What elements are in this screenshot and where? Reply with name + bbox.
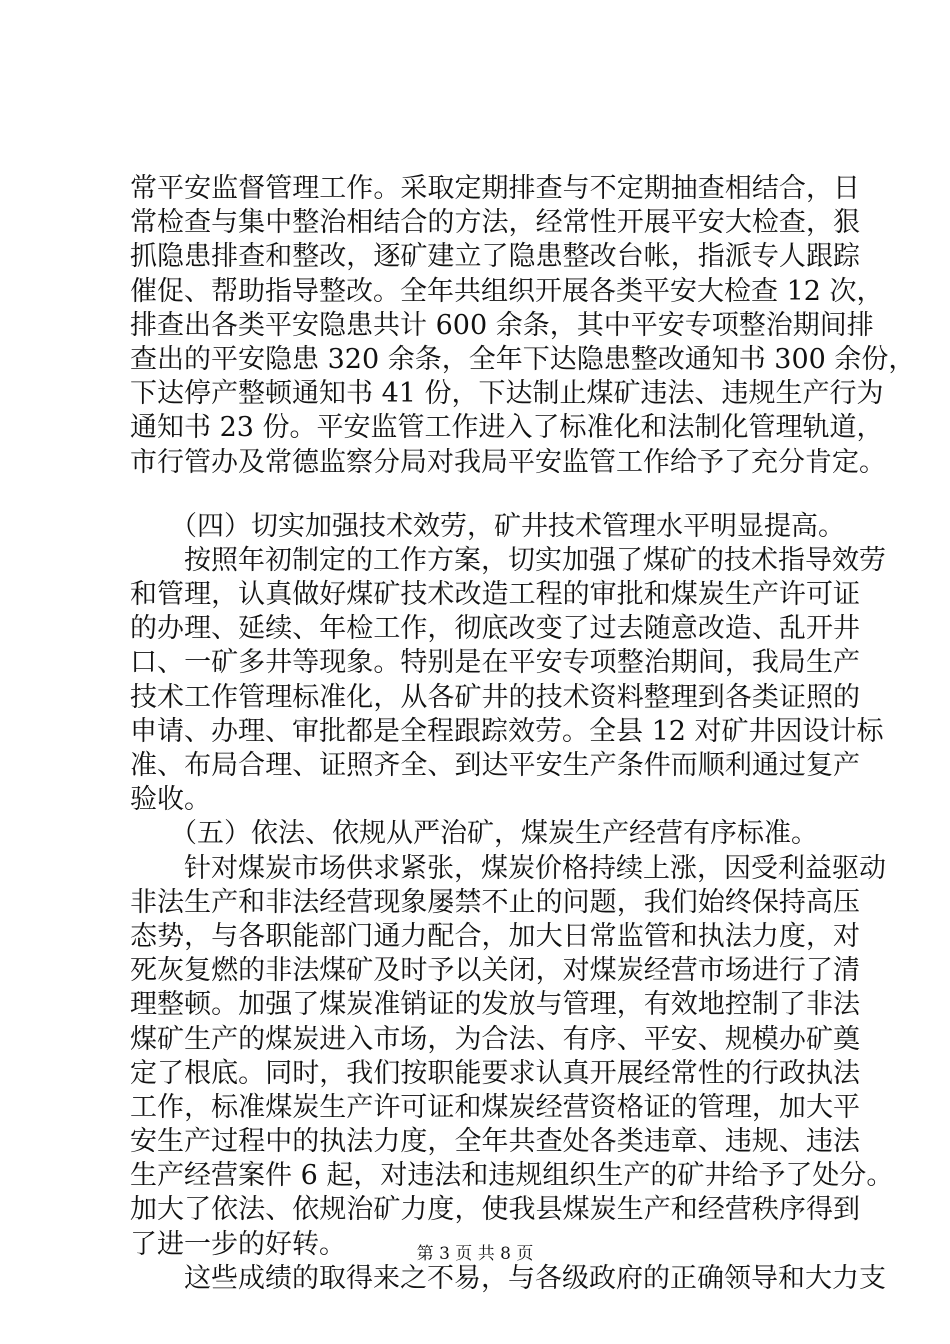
text-line: 死灰复燃的非法煤矿及时予以关闭，对煤炭经营市场进行了清 — [130, 955, 860, 987]
text-line: 申请、办理、审批都是全程跟踪效劳。全县 12 对矿井因设计标 — [130, 715, 884, 747]
text-line: 安生产过程中的执法力度，全年共查处各类违章、违规、违法 — [130, 1126, 860, 1158]
section-heading-4: （四）切实加强技术效劳，矿井技术管理水平明显提高。 — [170, 510, 845, 542]
text-line: 态势，与各职能部门通力配合，加大日常监管和执法力度，对 — [130, 920, 860, 952]
text-line: 准、布局合理、证照齐全、到达平安生产条件而顺利通过复产 — [130, 750, 860, 781]
text-line: 和管理，认真做好煤矿技术改造工程的审批和煤炭生产许可证 — [130, 579, 860, 611]
text-line: 口、一矿多井等现象。特别是在平安专项整治期间，我局生产 — [130, 647, 860, 679]
text-line: 生产经营案件 6 起，对违法和违规组织生产的矿井给予了处分。 — [130, 1160, 894, 1192]
text-line: 常平安监督管理工作。采取定期排查与不定期抽查相结合，日 — [130, 173, 860, 204]
document-body — [130, 172, 916, 1296]
text-line: 针对煤炭市场供求紧张，煤炭价格持续上涨，因受利益驱动 — [184, 852, 886, 884]
text-line: 催促、帮助指导整改。全年共组织开展各类平安大检查 12 次， — [130, 275, 884, 307]
text-line: 按照年初制定的工作方案，切实加强了煤矿的技术指导效劳 — [184, 544, 886, 576]
text-line: 定了根底。同时，我们按职能要求认真开展经常性的行政执法 — [130, 1057, 860, 1089]
text-line: 理整顿。加强了煤炭准销证的发放与管理，有效地控制了非法 — [130, 989, 860, 1021]
text-line: 工作，标准煤炭生产许可证和煤炭经营资格证的管理，加大平 — [130, 1091, 860, 1123]
text-line: 市行管办及常德监察分局对我局平安监管工作给予了充分肯定。 — [130, 446, 886, 478]
text-line: 通知书 23 份。平安监管工作进入了标准化和法制化管理轨道， — [130, 412, 884, 444]
text-line: 了进一步的好转。 — [130, 1228, 346, 1260]
section-heading-5: （五）依法、依规从严治矿，煤炭生产经营有序标准。 — [170, 818, 818, 850]
text-line: 常检查与集中整治相结合的方法，经常性开展平安大检查，狠 — [130, 207, 860, 239]
page-number-footer: 第 3 页 共 8 页 — [416, 1244, 534, 1264]
text-line: 技术工作管理标准化，从各矿井的技术资料整理到各类证照的 — [130, 681, 860, 713]
text-line: 抓隐患排查和整改，逐矿建立了隐患整改台帐，指派专人跟踪 — [130, 241, 860, 273]
text-line: 下达停产整顿通知书 41 份，下达制止煤矿违法、违规生产行为 — [130, 378, 884, 410]
text-line: 验收。 — [130, 784, 211, 816]
text-line: 加大了依法、依规治矿力度，使我县煤炭生产和经营秩序得到 — [130, 1194, 860, 1226]
text-line: 排查出各类平安隐患共计 600 余条，其中平安专项整治期间排 — [130, 309, 874, 341]
paragraph-gap — [130, 480, 860, 510]
text-line: 这些成绩的取得来之不易，与各级政府的正确领导和大力支 — [184, 1262, 886, 1294]
text-line: 煤矿生产的煤炭进入市场，为合法、有序、平安、规模办矿奠 — [130, 1023, 860, 1055]
text-line: 非法生产和非法经营现象屡禁不止的问题，我们始终保持高压 — [130, 886, 860, 918]
text-line: 查出的平安隐患 320 余条，全年下达隐患整改通知书 300 余份， — [130, 343, 916, 375]
text-line: 的办理、延续、年检工作，彻底改变了过去随意改造、乱开井 — [130, 613, 860, 645]
